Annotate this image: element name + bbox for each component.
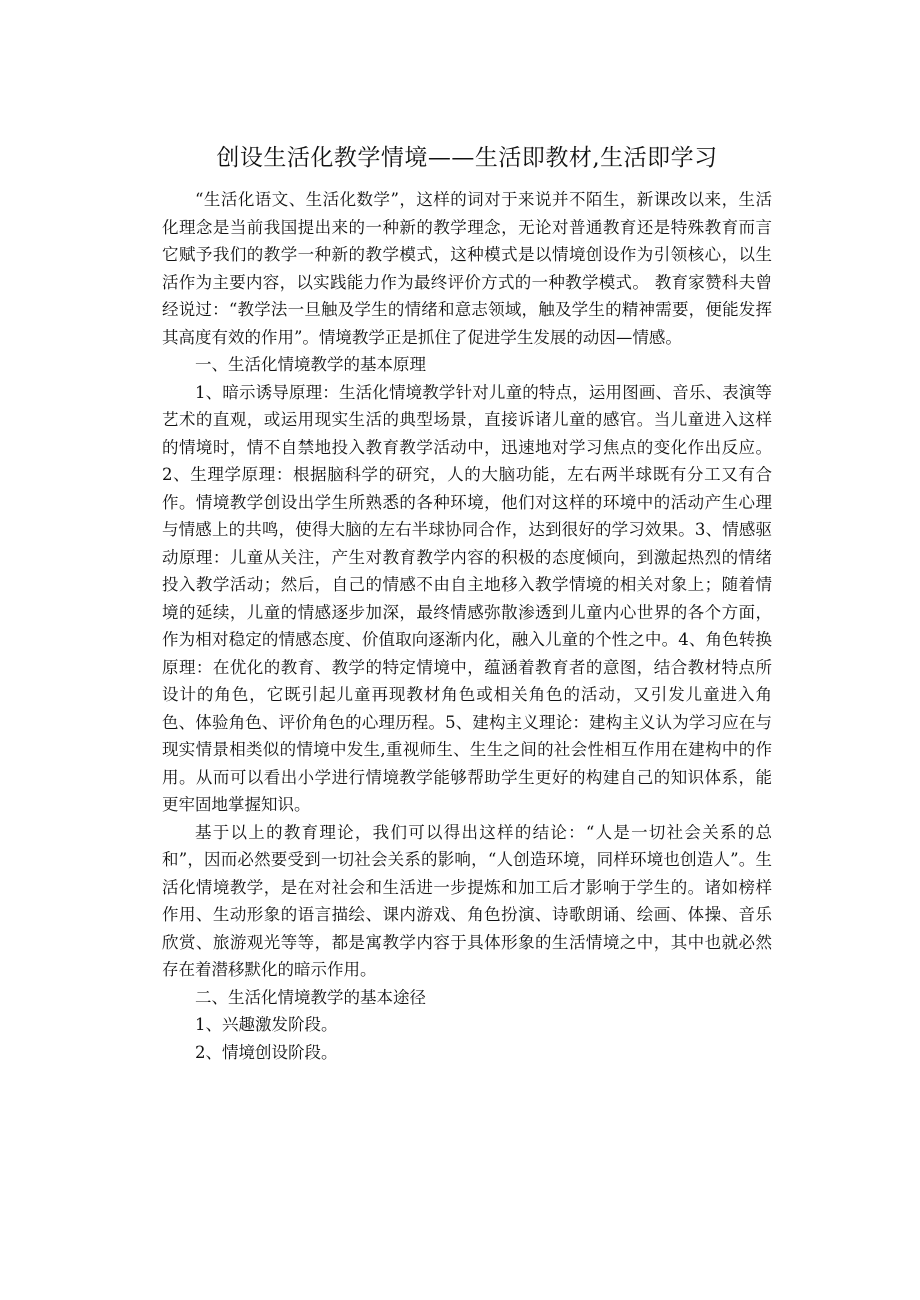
section-heading-approaches: 二、生活化情境教学的基本途径 — [195, 987, 426, 1007]
document-body — [162, 140, 772, 1066]
document-title: 创设生活化教学情境——生活即教材,生活即学习 — [216, 145, 718, 171]
list-item-stage-2: 2、情境创设阶段。 — [195, 1042, 338, 1062]
paragraph-conclusion: 基于以上的教育理论，我们可以得出这样的结论：“人是一切社会关系的总和”，因而必然要受到一切社会关系的影响，“人创造环境，同样环境也创造人”。生活化情境教学，是在对社会和生活进一步提炼和加工后才影响于学生的。诸如榜样作用、生动形象的语言描绘、课内游戏、角色扮演、诗歌朗诵、绘画、体操、音乐欣赏、旅游观光等等，都是寓教学内容于具体形象的生活情境之中，其中也就必然存在着潜移默化的暗示作用。 — [162, 822, 772, 979]
paragraph-intro: “生活化语文、生活化数学”，这样的词对于来说并不陌生，新课改以来，生活化理念是当前我国提出来的一种新的教学理念，无论对普通教育还是特殊教育而言它赋予我们的教学一种新的教学模式，这种模式是以情境创设作为引领核心，以生活作为主要内容，以实践能力作为最终评价方式的一种教学模式。 教育家赞科夫曾经说过：“教学法一旦触及学生的情绪和意志领域，触及学生的精神需要，便能发挥其高度有效的作用”。情境教学正是抓住了促进学生发展的动因—情感。 — [162, 190, 772, 347]
paragraph-principles: 1、暗示诱导原理：生活化情境教学针对儿童的特点，运用图画、音乐、表演等艺术的直观，或运用现实生活的典型场景，直接诉诸儿童的感官。当儿童进入这样的情境时，情不自禁地投入教育教学活动中，迅速地对学习焦点的变化作出反应。2、生理学原理：根据脑科学的研究，人的大脑功能，左右两半球既有分工又有合作。情境教学创设出学生所熟悉的各种环境，他们对这样的环境中的活动产生心理与情感上的共鸣，使得大脑的左右半球协同合作，达到很好的学习效果。3、情感驱动原理：儿童从关注，产生对教育教学内容的积极的态度倾向，到激起热烈的情绪投入教学活动；然后，自己的情感不由自主地移入教学情境的相关对象上；随着情境的延续，儿童的情感逐步加深，最终情感弥散渗透到儿童内心世界的各个方面，作为相对稳定的情感态度、价值取向逐渐内化，融入儿童的个性之中。4、角色转换原理：在优化的教育、教学的特定情境中，蕴涵着教育者的意图，结合教材特点所设计的角色，它既引起儿童再现教材角色或相关角色的活动，又引发儿童进入角色、体验角色、评价角色的心理历程。5、建构主义理论：建构主义认为学习应在与现实情景相类似的情境中发生,重视师生、生生之间的社会性相互作用在建构中的作用。从而可以看出小学进行情境教学能够帮助学生更好的构建自己的知识体系，能更牢固地掌握知识。 — [162, 382, 772, 814]
list-item-stage-1: 1、兴趣激发阶段。 — [195, 1015, 338, 1034]
section-heading-principles: 一、生活化情境教学的基本原理 — [195, 355, 426, 374]
